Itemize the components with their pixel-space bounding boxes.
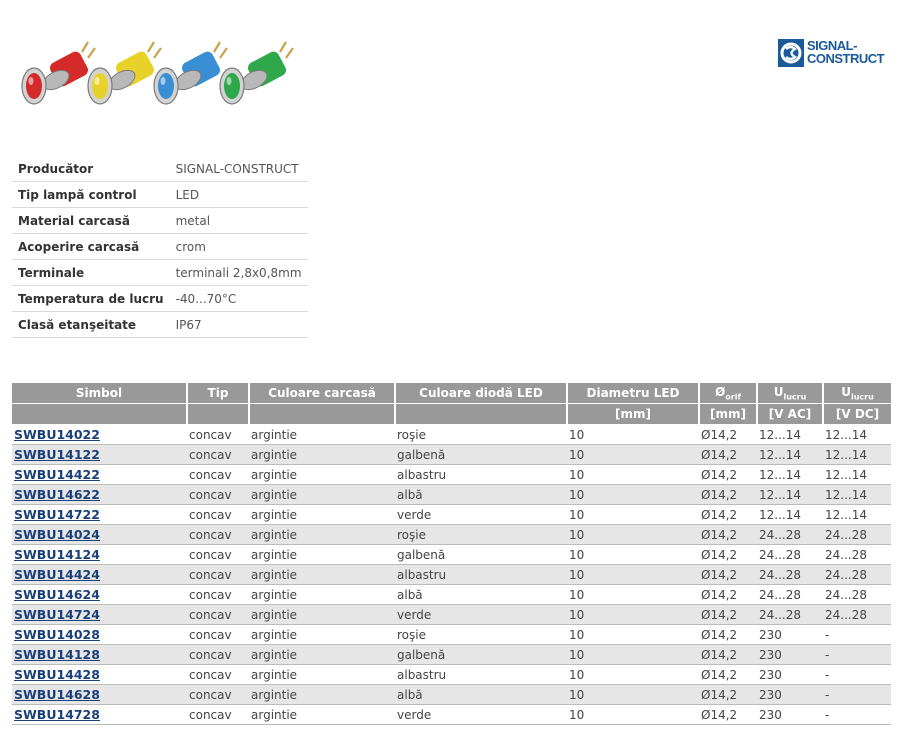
- hole-diameter-cell: Ø14,2: [699, 625, 757, 645]
- housing-color-cell: argintie: [249, 505, 395, 525]
- table-row: [12, 445, 891, 465]
- led-color-cell: albă: [395, 585, 567, 605]
- voltage-dc-cell: -: [823, 645, 891, 665]
- terminal-pin: [82, 42, 88, 52]
- lens-highlight: [95, 77, 100, 85]
- symbol-cell: [12, 645, 187, 665]
- led-diameter-cell: 10: [567, 425, 699, 445]
- table-row: [12, 525, 891, 545]
- led-color-cell: roşie: [395, 625, 567, 645]
- hole-diameter-cell: Ø14,2: [699, 425, 757, 445]
- led-diameter-cell: 10: [567, 445, 699, 465]
- logo-mark-icon: [778, 39, 804, 67]
- symbol-cell: [12, 585, 187, 605]
- spec-row: [12, 286, 308, 312]
- spec-label: Clasă etanşeitate: [12, 312, 170, 338]
- led-color-cell: albastru: [395, 565, 567, 585]
- voltage-ac-cell: 24...28: [757, 545, 823, 565]
- spec-label: Terminale: [12, 260, 170, 286]
- symbol-cell: [12, 465, 187, 485]
- table-row: [12, 465, 891, 485]
- terminal-pin: [280, 42, 286, 52]
- product-symbol-link[interactable]: SWBU14422: [14, 467, 100, 482]
- type-cell: concav: [187, 505, 249, 525]
- hole-diameter-cell: Ø14,2: [699, 445, 757, 465]
- table-row: [12, 425, 891, 445]
- type-cell: concav: [187, 425, 249, 445]
- spec-value: SIGNAL-CONSTRUCT: [170, 156, 308, 182]
- lens-highlight: [161, 77, 166, 85]
- voltage-dc-cell: -: [823, 665, 891, 685]
- housing-color-cell: argintie: [249, 565, 395, 585]
- housing-color-cell: argintie: [249, 625, 395, 645]
- spec-label: Producător: [12, 156, 170, 182]
- product-symbol-link[interactable]: SWBU14128: [14, 647, 100, 662]
- voltage-ac-cell: 24...28: [757, 605, 823, 625]
- symbol-cell: [12, 705, 187, 725]
- voltage-ac-cell: 12...14: [757, 465, 823, 485]
- specifications-table: [12, 156, 308, 338]
- spec-value: LED: [170, 182, 308, 208]
- spec-label: Acoperire carcasă: [12, 234, 170, 260]
- product-symbol-link[interactable]: SWBU14624: [14, 587, 100, 602]
- terminal-pin: [220, 48, 227, 58]
- voltage-ac-cell: 12...14: [757, 505, 823, 525]
- led-diameter-cell: 10: [567, 545, 699, 565]
- header-row: [12, 383, 891, 404]
- led-diameter-cell: 10: [567, 585, 699, 605]
- voltage-ac-cell: 12...14: [757, 425, 823, 445]
- led-diameter-cell: 10: [567, 505, 699, 525]
- led-color-cell: galbenă: [395, 545, 567, 565]
- hole-diameter-cell: Ø14,2: [699, 585, 757, 605]
- hole-diameter-cell: Ø14,2: [699, 685, 757, 705]
- led-color-cell: verde: [395, 505, 567, 525]
- col-header-voltage-dc[interactable]: [823, 383, 891, 404]
- col-header-voltage-ac[interactable]: [757, 383, 823, 404]
- led-diameter-cell: 10: [567, 625, 699, 645]
- col-header-housing-color[interactable]: Culoare carcasă: [249, 383, 395, 404]
- voltage-dc-cell: 24...28: [823, 545, 891, 565]
- hole-diameter-cell: Ø14,2: [699, 545, 757, 565]
- spec-row: [12, 208, 308, 234]
- housing-color-cell: argintie: [249, 485, 395, 505]
- product-symbol-link[interactable]: SWBU14628: [14, 687, 100, 702]
- type-cell: concav: [187, 525, 249, 545]
- spec-label: Material carcasă: [12, 208, 170, 234]
- housing-color-cell: argintie: [249, 425, 395, 445]
- product-symbol-link[interactable]: SWBU14728: [14, 707, 100, 722]
- table-row: [12, 485, 891, 505]
- led-diameter-cell: 10: [567, 525, 699, 545]
- logo-text: [807, 39, 884, 65]
- product-symbol-link[interactable]: SWBU14622: [14, 487, 100, 502]
- hole-diameter-cell: Ø14,2: [699, 605, 757, 625]
- led-color-cell: verde: [395, 705, 567, 725]
- table-row: [12, 665, 891, 685]
- hole-diameter-cell: Ø14,2: [699, 665, 757, 685]
- lamp-lens: [158, 73, 174, 99]
- terminal-pin: [214, 42, 220, 52]
- voltage-ac-cell: 230: [757, 705, 823, 725]
- led-diameter-cell: 10: [567, 645, 699, 665]
- led-color-cell: verde: [395, 605, 567, 625]
- table-row: [12, 605, 891, 625]
- logo-text-line1: SIGNAL-: [807, 38, 857, 53]
- led-diameter-cell: 10: [567, 465, 699, 485]
- voltage-dc-cell: -: [823, 685, 891, 705]
- table-row: [12, 505, 891, 525]
- unit-hole: [mm]: [699, 404, 757, 425]
- voltage-ac-cell: 24...28: [757, 525, 823, 545]
- hole-diameter-cell: Ø14,2: [699, 465, 757, 485]
- spec-row: [12, 182, 308, 208]
- voltage-ac-cell: 230: [757, 645, 823, 665]
- voltage-ac-cell: 230: [757, 685, 823, 705]
- led-color-cell: galbenă: [395, 645, 567, 665]
- spec-value: metal: [170, 208, 308, 234]
- table-row: [12, 565, 891, 585]
- hole-diameter-cell: Ø14,2: [699, 485, 757, 505]
- indicator-lamp: [220, 42, 293, 104]
- led-diameter-cell: 10: [567, 605, 699, 625]
- lamp-lens: [26, 73, 42, 99]
- col-header-symbol[interactable]: Simbol: [12, 383, 187, 404]
- housing-color-cell: argintie: [249, 645, 395, 665]
- housing-color-cell: argintie: [249, 465, 395, 485]
- table-row: [12, 705, 891, 725]
- spec-row: [12, 156, 308, 182]
- voltage-ac-cell: 24...28: [757, 585, 823, 605]
- vdc-subscript: lucru: [850, 392, 874, 402]
- symbol-cell: [12, 545, 187, 565]
- signal-construct-logo: [778, 39, 890, 69]
- lamp-lens: [92, 73, 108, 99]
- type-cell: concav: [187, 685, 249, 705]
- product-symbol-link[interactable]: SWBU14022: [14, 427, 100, 442]
- spec-row: [12, 312, 308, 338]
- led-color-cell: albă: [395, 685, 567, 705]
- housing-color-cell: argintie: [249, 445, 395, 465]
- logo-text-line2: CONSTRUCT: [807, 51, 885, 66]
- led-color-cell: roşie: [395, 525, 567, 545]
- product-variants-table: [12, 383, 891, 725]
- hole-diameter-cell: Ø14,2: [699, 645, 757, 665]
- type-cell: concav: [187, 645, 249, 665]
- spec-value: IP67: [170, 312, 308, 338]
- vac-symbol: U: [773, 384, 784, 399]
- voltage-ac-cell: 24...28: [757, 565, 823, 585]
- spec-value: terminali 2,8x0,8mm: [170, 260, 308, 286]
- voltage-ac-cell: 230: [757, 665, 823, 685]
- lamp-lens: [224, 73, 240, 99]
- voltage-dc-cell: 24...28: [823, 565, 891, 585]
- type-cell: concav: [187, 565, 249, 585]
- symbol-cell: [12, 625, 187, 645]
- voltage-dc-cell: 24...28: [823, 525, 891, 545]
- symbol-cell: [12, 665, 187, 685]
- led-color-cell: roşie: [395, 425, 567, 445]
- vdc-symbol: U: [841, 384, 851, 399]
- hole-diameter-cell: Ø14,2: [699, 525, 757, 545]
- table-row: [12, 625, 891, 645]
- led-color-cell: galbenă: [395, 445, 567, 465]
- housing-color-cell: argintie: [249, 525, 395, 545]
- housing-color-cell: argintie: [249, 685, 395, 705]
- led-diameter-cell: 10: [567, 705, 699, 725]
- led-color-cell: albă: [395, 485, 567, 505]
- unit-vdc: [V DC]: [823, 404, 891, 425]
- unit-cell-empty: [249, 404, 395, 425]
- hole-diameter-cell: Ø14,2: [699, 505, 757, 525]
- led-diameter-cell: 10: [567, 565, 699, 585]
- led-color-cell: albastru: [395, 665, 567, 685]
- voltage-ac-cell: 12...14: [757, 445, 823, 465]
- led-diameter-cell: 10: [567, 665, 699, 685]
- terminal-pin: [154, 48, 161, 58]
- type-cell: concav: [187, 545, 249, 565]
- col-header-type[interactable]: Tip: [187, 383, 249, 404]
- symbol-cell: [12, 605, 187, 625]
- type-cell: concav: [187, 625, 249, 645]
- col-header-led-diameter[interactable]: Diametru LED: [567, 383, 699, 404]
- type-cell: concav: [187, 445, 249, 465]
- spec-value: crom: [170, 234, 308, 260]
- product-symbol-link[interactable]: SWBU14722: [14, 507, 100, 522]
- voltage-ac-cell: 12...14: [757, 485, 823, 505]
- spec-row: [12, 234, 308, 260]
- led-diameter-cell: 10: [567, 685, 699, 705]
- voltage-dc-cell: -: [823, 705, 891, 725]
- type-cell: concav: [187, 465, 249, 485]
- voltage-dc-cell: 24...28: [823, 605, 891, 625]
- table-row: [12, 545, 891, 565]
- spec-row: [12, 260, 308, 286]
- symbol-cell: [12, 445, 187, 465]
- table-row: [12, 645, 891, 665]
- type-cell: concav: [187, 585, 249, 605]
- terminal-pin: [88, 48, 95, 58]
- led-diameter-cell: 10: [567, 485, 699, 505]
- unit-cell-empty: [395, 404, 567, 425]
- housing-color-cell: argintie: [249, 585, 395, 605]
- spec-value: -40...70°C: [170, 286, 308, 312]
- indicator-lamp: [22, 42, 95, 104]
- product-symbol-link[interactable]: SWBU14124: [14, 547, 100, 562]
- symbol-cell: [12, 425, 187, 445]
- terminal-pin: [286, 48, 293, 58]
- hole-diameter-cell: Ø14,2: [699, 705, 757, 725]
- voltage-ac-cell: 230: [757, 625, 823, 645]
- housing-color-cell: argintie: [249, 705, 395, 725]
- housing-color-cell: argintie: [249, 665, 395, 685]
- housing-color-cell: argintie: [249, 545, 395, 565]
- terminal-pin: [148, 42, 154, 52]
- product-symbol-link[interactable]: SWBU14724: [14, 607, 100, 622]
- vac-subscript: lucru: [783, 392, 807, 402]
- indicator-lamp: [154, 42, 227, 104]
- type-cell: concav: [187, 665, 249, 685]
- unit-led-diameter: [mm]: [567, 404, 699, 425]
- col-header-hole-diameter[interactable]: [699, 383, 757, 404]
- product-symbol-link[interactable]: SWBU14428: [14, 667, 100, 682]
- led-color-cell: albastru: [395, 465, 567, 485]
- voltage-dc-cell: 12...14: [823, 505, 891, 525]
- product-symbol-link[interactable]: SWBU14024: [14, 527, 100, 542]
- table-row: [12, 585, 891, 605]
- type-cell: concav: [187, 705, 249, 725]
- spec-label: Tip lampă control: [12, 182, 170, 208]
- voltage-dc-cell: -: [823, 625, 891, 645]
- hole-subscript: orif: [725, 392, 741, 402]
- symbol-cell: [12, 485, 187, 505]
- product-symbol-link[interactable]: SWBU14122: [14, 447, 100, 462]
- type-cell: concav: [187, 485, 249, 505]
- unit-cell-empty: [12, 404, 187, 425]
- indicator-lamp: [88, 42, 161, 104]
- lens-highlight: [29, 77, 34, 85]
- lens-highlight: [227, 77, 232, 85]
- symbol-cell: [12, 525, 187, 545]
- col-header-led-color[interactable]: Culoare diodă LED: [395, 383, 567, 404]
- voltage-dc-cell: 12...14: [823, 445, 891, 465]
- hole-diameter-cell: Ø14,2: [699, 565, 757, 585]
- voltage-dc-cell: 12...14: [823, 425, 891, 445]
- table-row: [12, 685, 891, 705]
- voltage-dc-cell: 12...14: [823, 465, 891, 485]
- symbol-cell: [12, 685, 187, 705]
- voltage-dc-cell: 24...28: [823, 585, 891, 605]
- symbol-cell: [12, 565, 187, 585]
- product-symbol-link[interactable]: SWBU14424: [14, 567, 100, 582]
- spec-label: Temperatura de lucru: [12, 286, 170, 312]
- product-image: [12, 38, 297, 108]
- type-cell: concav: [187, 605, 249, 625]
- unit-vac: [V AC]: [757, 404, 823, 425]
- housing-color-cell: argintie: [249, 605, 395, 625]
- symbol-cell: [12, 505, 187, 525]
- hole-symbol: Ø: [715, 384, 726, 399]
- unit-cell-empty: [187, 404, 249, 425]
- voltage-dc-cell: 12...14: [823, 485, 891, 505]
- units-row: [12, 404, 891, 425]
- product-symbol-link[interactable]: SWBU14028: [14, 627, 100, 642]
